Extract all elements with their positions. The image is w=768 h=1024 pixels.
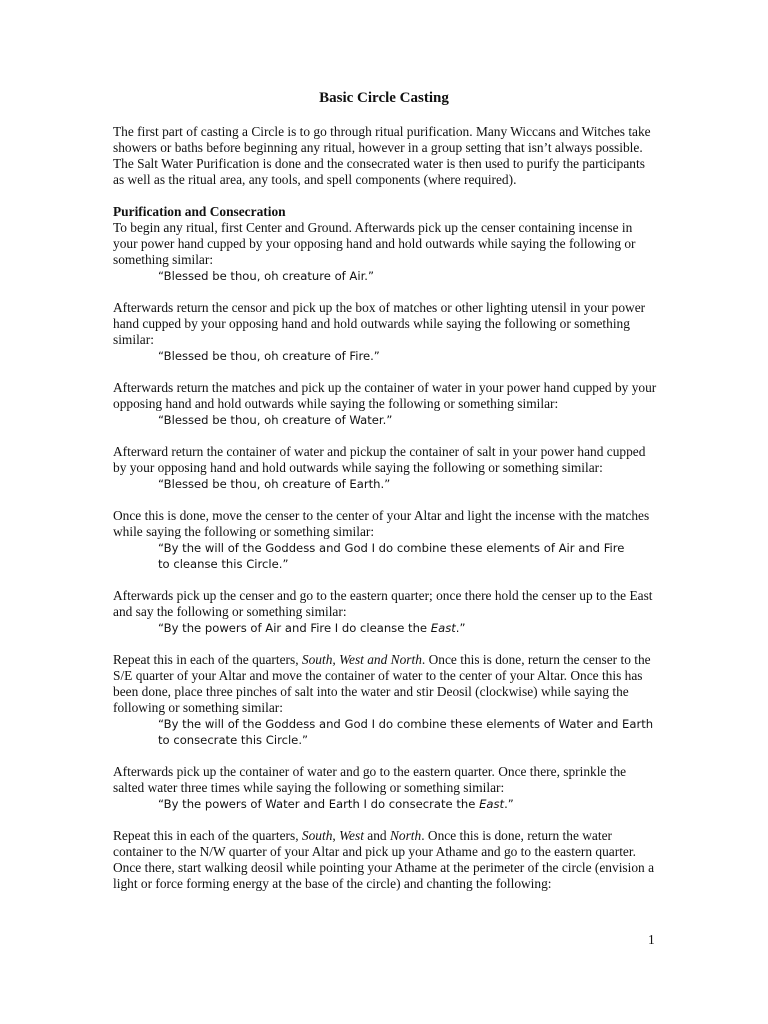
- quote-consecrate-east-pre: “By the powers of Water and Earth I do consecrate the: [158, 797, 480, 811]
- quote-cleanse-east-em: East: [430, 621, 456, 635]
- quote-earth: “Blessed be thou, oh creature of Earth.”: [158, 477, 391, 491]
- paragraph-8: Afterwards pick up the container of water and go to the eastern quarter. Once there, sprinkle the salted water three times while saying the following or something similar:: [113, 764, 627, 795]
- paragraph-9-block: [113, 828, 658, 892]
- page-number: 1: [648, 932, 655, 947]
- paragraph-9-a: Repeat this in each of the quarters,: [113, 828, 302, 843]
- quote-combine-air-fire-1: “By the will of the Goddess and God I do combine these elements of Air and Fire: [158, 541, 625, 555]
- quote-combine-water-earth-2: to consecrate this Circle.”: [158, 733, 309, 747]
- paragraph-9-sep2: and: [363, 828, 390, 843]
- document-body: [113, 124, 658, 908]
- paragraph-8-block: [113, 764, 658, 812]
- paragraph-5: Once this is done, move the censer to the center of your Altar and light the incense with the matches while saying the following or something similar:: [113, 508, 650, 539]
- quote-water: “Blessed be thou, oh creature of Water.”: [158, 413, 393, 427]
- paragraph-9: [113, 828, 654, 891]
- paragraph-9-south: South: [301, 828, 333, 843]
- quote-cleanse-east-post: .”: [455, 621, 466, 635]
- paragraph-7-b: . Once this is done, return the censer to the S/E quarter of your Altar and move the container of water to the center of your Altar. Once this has been done, place three pinches of salt into the water and stir Deosil (clockwise) while saying the following or something similar:: [113, 652, 651, 715]
- paragraph-9-west: West: [339, 828, 364, 843]
- paragraph-6-block: [113, 588, 658, 636]
- paragraph-4-block: [113, 444, 658, 492]
- paragraph-9-sep1: ,: [332, 828, 340, 843]
- paragraph-9-b: . Once this is done, return the water container to the N/W quarter of your Altar and pick up your Athame and go to the eastern quarter. Once there, start walking deosil while pointing your Athame at the perimeter of the circle (envision a light or force forming energy at the base of the circle) and chanting the following:: [113, 828, 655, 891]
- quote-consecrate-east: [113, 796, 658, 812]
- quote-consecrate-east-em: East: [479, 797, 505, 811]
- paragraph-9-north: North: [389, 828, 422, 843]
- paragraph-2: Afterwards return the censor and pick up the box of matches or other lighting utensil in your power hand cupped by your opposing hand and hold outwards while saying the following or something similar:: [113, 300, 646, 347]
- paragraph-1: To begin any ritual, first Center and Ground. Afterwards pick up the censer containing incense in your power hand cupped by your opposing hand and hold outwards while saying the following or something similar:: [113, 220, 636, 267]
- paragraph-2-block: [113, 300, 658, 364]
- paragraph-6: Afterwards pick up the censer and go to the eastern quarter; once there hold the censer up to the East and say the following or something similar:: [113, 588, 653, 619]
- document-title: Basic Circle Casting: [319, 90, 449, 106]
- quote-cleanse-east: [113, 620, 658, 636]
- paragraph-7-block: [113, 652, 658, 748]
- paragraph-3-block: [113, 380, 658, 428]
- paragraph-7-em: South, West and North: [301, 652, 422, 667]
- quote-combine-air-fire-2: to cleanse this Circle.”: [158, 557, 289, 571]
- intro-paragraph: The first part of casting a Circle is to go through ritual purification. Many Wiccans and Witches take showers or baths before beginning any ritual, however in a group setting that isn’t always possible. The Salt Water Purification is done and the consecrated water is then used to purify the participants as well as the ritual area, any tools, and spell components (where required).: [113, 124, 651, 187]
- quote-air: “Blessed be thou, oh creature of Air.”: [158, 269, 374, 283]
- paragraph-7: [113, 652, 651, 715]
- quote-combine-water-earth-1: “By the will of the Goddess and God I do combine these elements of Water and Earth: [158, 717, 654, 731]
- paragraph-3: Afterwards return the matches and pick up the container of water in your power hand cupped by your opposing hand and hold outwards while saying the following or something similar:: [113, 380, 657, 411]
- quote-consecrate-east-post: .”: [504, 797, 514, 811]
- section-heading: Purification and Consecration: [113, 204, 286, 219]
- paragraph-5-block: [113, 508, 658, 572]
- paragraph-7-a: Repeat this in each of the quarters,: [113, 652, 302, 667]
- quote-fire: “Blessed be thou, oh creature of Fire.”: [158, 349, 380, 363]
- quote-cleanse-east-pre: “By the powers of Air and Fire I do cleanse the: [158, 621, 431, 635]
- section-purification: [113, 204, 658, 284]
- paragraph-4: Afterward return the container of water and pickup the container of salt in your power hand cupped by your opposing hand and hold outwards while saying the following or something similar:: [113, 444, 646, 475]
